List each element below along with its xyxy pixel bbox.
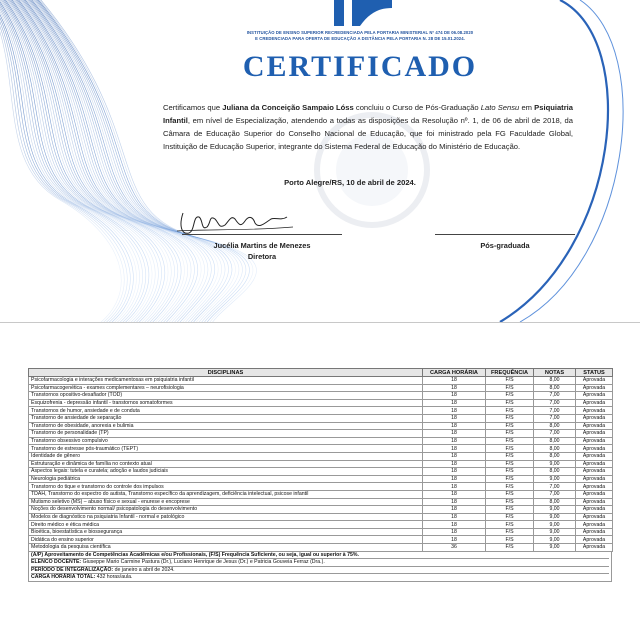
discipline-cell: Transtorno de obesidade, anorexia e bulimia [29,422,423,430]
status-cell: Aprovada [576,377,613,385]
discipline-cell: Esquizofrenia - depressão infantil - transtornos somatoformes [29,399,423,407]
hours-cell: 18 [423,414,486,422]
grade-cell: 7,00 [534,399,576,407]
status-cell: Aprovada [576,399,613,407]
status-cell: Aprovada [576,483,613,491]
frequency-cell: F/S [486,384,534,392]
discipline-cell: Didática do ensino superior [29,536,423,544]
status-cell: Aprovada [576,513,613,521]
director-signature-line [182,234,342,235]
legend: (A/P) Aproveitamento de Competências Acadêmicas e/ou Profissionais, (F/S) Frequência Suficiente, ou seja, igual ou superior à 75%. [31,551,359,558]
body-text-1: Certificamos que [163,103,223,112]
frequency-cell: F/S [486,536,534,544]
discipline-cell: Aspectos legais: tutela e curatela; adoção e laudos judiciais [29,468,423,476]
frequency-cell: F/S [486,490,534,498]
hours-cell: 18 [423,407,486,415]
table-row [29,460,613,468]
table-row [29,384,613,392]
grades-table [28,368,613,552]
director-name: Jucélia Martins de Menezes [213,241,311,250]
grade-cell: 9,00 [534,460,576,468]
table-row [29,377,613,385]
certificate-date: Porto Alegre/RS, 10 de abril de 2024. [284,178,416,187]
graduate-signature-line [435,234,575,235]
table-row [29,445,613,453]
frequency-cell: F/S [486,422,534,430]
table-header-row [29,369,613,377]
frequency-cell: F/S [486,513,534,521]
status-cell: Aprovada [576,475,613,483]
grade-cell: 9,00 [534,536,576,544]
table-row [29,521,613,529]
discipline-cell: Transtorno obsessivo compulsivo [29,437,423,445]
discipline-cell: Metodologia da pesquisa científica [29,544,423,552]
frequency-cell: F/S [486,452,534,460]
table-row [29,528,613,536]
table-row [29,452,613,460]
graduate-label: Pós-graduada [480,241,530,250]
frequency-cell: F/S [486,460,534,468]
status-cell: Aprovada [576,536,613,544]
accreditation-line-1: INSTITUIÇÃO DE ENSINO SUPERIOR RECREDENCIADA PELA PORTARIA MINISTERIAL Nº 474 DE 06.08.2020 [246,30,474,35]
header-disciplinas: DISCIPLINAS [29,369,423,377]
transcript-notes [28,552,612,582]
hours-cell: 18 [423,430,486,438]
frequency-cell: F/S [486,483,534,491]
discipline-cell: TDAH, Transtorno do espectro do autista, Transtorno específico da aprendizagem, deficiência intelectual, psicose infantil [29,490,423,498]
hours-cell: 18 [423,528,486,536]
status-cell: Aprovada [576,422,613,430]
course-name: Psiquiatria Infantil [163,103,573,125]
table-row [29,475,613,483]
status-cell: Aprovada [576,544,613,552]
status-cell: Aprovada [576,407,613,415]
grade-cell: 8,00 [534,452,576,460]
faculty-label: ELENCO DOCENTE: [31,559,82,566]
table-row [29,414,613,422]
discipline-cell: Transtornos de humor, ansiedade e de conduta [29,407,423,415]
grade-cell: 9,00 [534,513,576,521]
hours-cell: 36 [423,544,486,552]
body-text-3: em [519,103,535,112]
hours-cell: 18 [423,377,486,385]
status-cell: Aprovada [576,392,613,400]
faculty-value: Giuseppe Mario Carmine Pastura (Dr.), Luciano Henrique de Jesus (Dr.) e Patricia Gouveia Ferraz (Dra.). [81,559,325,566]
grade-cell: 8,00 [534,498,576,506]
hours-cell: 18 [423,498,486,506]
grade-cell: 9,00 [534,521,576,529]
frequency-cell: F/S [486,377,534,385]
certificate-title: CERTIFICADO [242,50,478,83]
accreditation-text [210,30,510,42]
frequency-cell: F/S [486,430,534,438]
frequency-cell: F/S [486,414,534,422]
lato-sensu: Lato Sensu [480,103,520,112]
discipline-cell: Identidade de gênero [29,452,423,460]
status-cell: Aprovada [576,430,613,438]
grade-cell: 9,00 [534,475,576,483]
discipline-cell: Psicofarmacogenética - exames complementares – neurofisiologia [29,384,423,392]
frequency-cell: F/S [486,544,534,552]
status-cell: Aprovada [576,445,613,453]
hours-cell: 18 [423,460,486,468]
discipline-cell: Direito médico e ética médica [29,521,423,529]
hours-cell: 18 [423,437,486,445]
discipline-cell: Modelos de diagnóstico na psiquiatria Infantil - normal e patológico [29,513,423,521]
grade-cell: 9,00 [534,506,576,514]
discipline-cell: Mutismo seletivo (MS) – abuso físico e sexual - enurese e encoprese [29,498,423,506]
frequency-cell: F/S [486,475,534,483]
frequency-cell: F/S [486,437,534,445]
discipline-cell: Psicofarmacologia e interações medicamentosas em psiquiatria infantil [29,377,423,385]
hours-cell: 18 [423,392,486,400]
discipline-cell: Transtorno do tique e transtorno do controle dos impulsos [29,483,423,491]
body-text-2: concluiu o Curso de Pós-Graduação [353,103,481,112]
table-row [29,513,613,521]
grade-cell: 8,00 [534,437,576,445]
total-value: 432 horas/aula. [95,574,133,581]
discipline-cell: Estruturação e dinâmica de família no contexto atual [29,460,423,468]
hours-cell: 18 [423,452,486,460]
header-frequencia: FREQUÊNCIA [486,369,534,377]
frequency-cell: F/S [486,528,534,536]
hours-cell: 18 [423,399,486,407]
discipline-cell: Transtornos opositivo-desafiador (TOD) [29,392,423,400]
hours-cell: 18 [423,384,486,392]
hours-cell: 18 [423,506,486,514]
grade-cell: 7,00 [534,483,576,491]
table-row [29,468,613,476]
status-cell: Aprovada [576,460,613,468]
fg-logo [330,0,400,28]
status-cell: Aprovada [576,384,613,392]
status-cell: Aprovada [576,414,613,422]
discipline-cell: Transtorno de ansiedade de separação [29,414,423,422]
hours-cell: 18 [423,475,486,483]
frequency-cell: F/S [486,521,534,529]
status-cell: Aprovada [576,490,613,498]
body-text-4: , em nível de Especialização, atendendo a todas as disposições da Resolução nº. 1, de 06 de abril de 2018, da Câmara de Educação Superior do Conselho Nacional de Educação, que foi ministrado pela FG Faculdade Global, Instituição de Educação Superior, integrante do Sistema Federal de Educação do Ministério de Educação. [163,116,573,151]
total-line [31,574,609,581]
certificate-body [163,101,573,153]
frequency-cell: F/S [486,392,534,400]
director-title: Diretora [247,252,277,261]
grade-cell: 7,00 [534,490,576,498]
discipline-cell: Noções do desenvolvimento normal/ psicopatologia do desenvolvimento [29,506,423,514]
header-carga-horaria: CARGA HORÁRIA [423,369,486,377]
table-row [29,483,613,491]
table-row [29,437,613,445]
status-cell: Aprovada [576,506,613,514]
student-name: Juliana da Conceição Sampaio Lóss [222,103,354,112]
table-row [29,544,613,552]
grade-cell: 7,00 [534,407,576,415]
hours-cell: 18 [423,521,486,529]
table-row [29,430,613,438]
status-cell: Aprovada [576,528,613,536]
transcript [28,368,612,582]
discipline-cell: Transtorno de personalidade (TP) [29,430,423,438]
frequency-cell: F/S [486,399,534,407]
frequency-cell: F/S [486,468,534,476]
table-row [29,490,613,498]
discipline-cell: Neurologia pediátrica [29,475,423,483]
table-row [29,536,613,544]
status-cell: Aprovada [576,498,613,506]
hours-cell: 18 [423,445,486,453]
status-cell: Aprovada [576,452,613,460]
discipline-cell: Bioética, bioestatística e biossegurança [29,528,423,536]
frequency-cell: F/S [486,498,534,506]
header-status: STATUS [576,369,613,377]
discipline-cell: Transtorno de estresse pós-traumático (TEPT) [29,445,423,453]
grade-cell: 8,00 [534,377,576,385]
total-label: CARGA HORÁRIA TOTAL: [31,574,96,581]
grade-cell: 7,00 [534,392,576,400]
hours-cell: 18 [423,490,486,498]
status-cell: Aprovada [576,437,613,445]
hours-cell: 18 [423,536,486,544]
hours-cell: 18 [423,468,486,476]
period-label: PERÍODO DE INTEGRALIZAÇÃO: [31,566,114,573]
frequency-cell: F/S [486,506,534,514]
hours-cell: 18 [423,422,486,430]
status-cell: Aprovada [576,521,613,529]
header-notas: NOTAS [534,369,576,377]
table-row [29,506,613,514]
table-row [29,422,613,430]
grade-cell: 8,00 [534,468,576,476]
table-row [29,407,613,415]
frequency-cell: F/S [486,407,534,415]
hours-cell: 18 [423,483,486,491]
status-cell: Aprovada [576,468,613,476]
legend-text [31,552,609,560]
grade-cell: 8,00 [534,445,576,453]
table-row [29,399,613,407]
faculty-line [31,559,609,567]
grade-cell: 7,00 [534,414,576,422]
hours-cell: 18 [423,513,486,521]
accreditation-line-2: E CREDENCIADA PARA OFERTA DE EDUCAÇÃO A DISTÂNCIA PELA PORTARIA N. 28 DE 15.01.2024. [255,36,465,41]
grade-cell: 8,00 [534,422,576,430]
grade-cell: 7,00 [534,430,576,438]
table-row [29,498,613,506]
grade-cell: 9,00 [534,544,576,552]
grade-cell: 8,00 [534,384,576,392]
table-row [29,392,613,400]
period-value: de janeiro a abril de 2024. [113,566,175,573]
grade-cell: 9,00 [534,528,576,536]
frequency-cell: F/S [486,445,534,453]
